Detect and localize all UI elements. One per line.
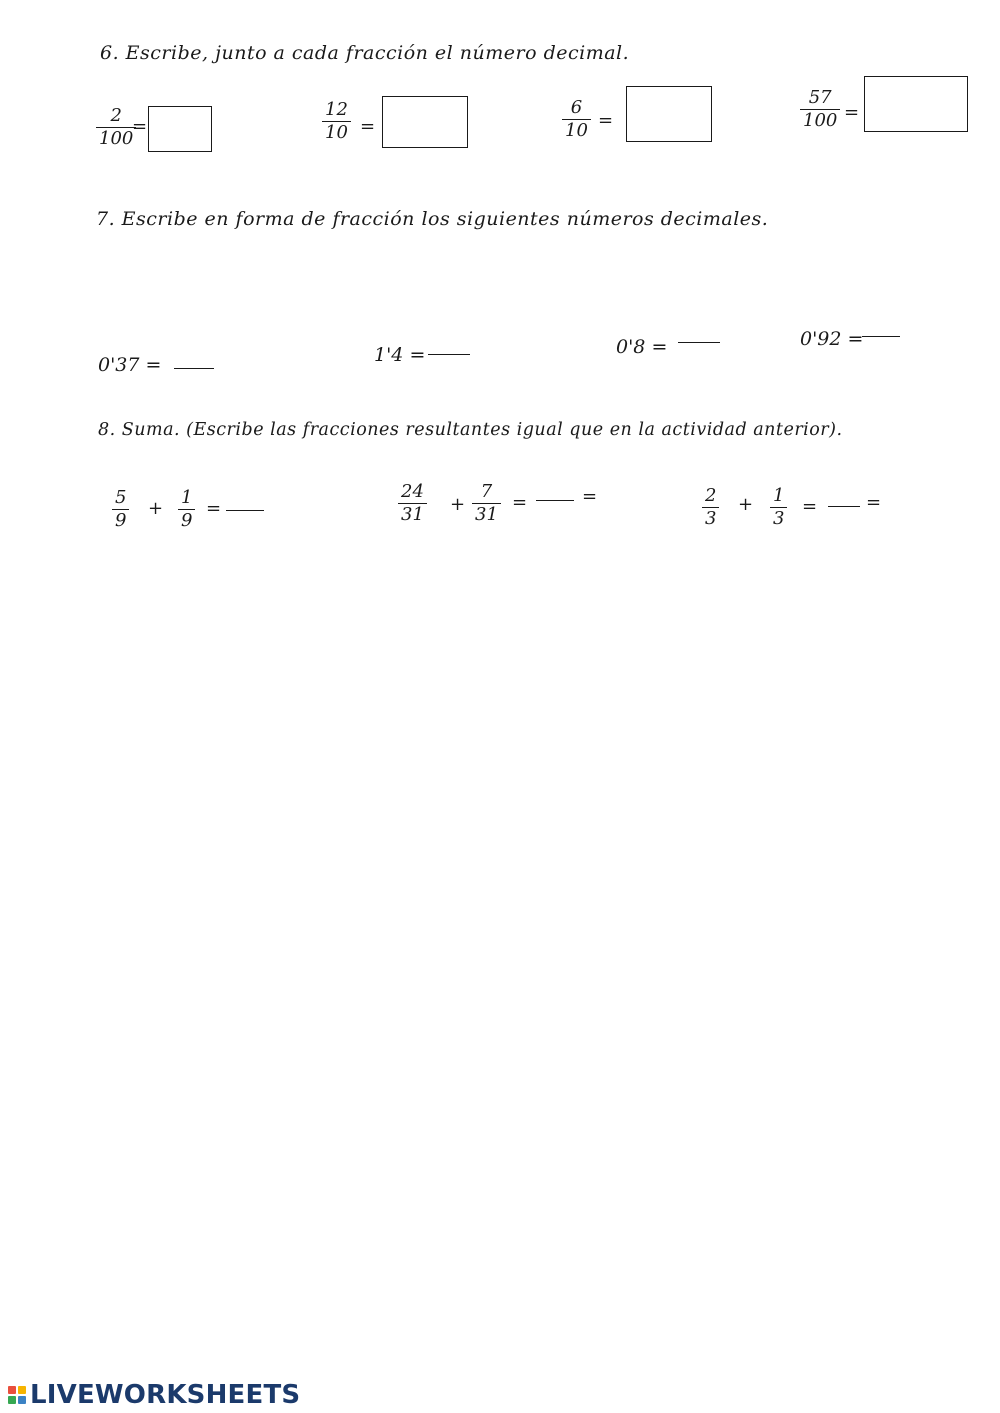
- ex6-fraction-3-numerator: 6: [570, 97, 583, 118]
- logo-square-red: [8, 1386, 16, 1394]
- ex6-fraction-4-numerator: 57: [808, 87, 832, 108]
- ex8-sum-1-b-numerator: 1: [181, 487, 193, 508]
- ex7-answer-line-3[interactable]: [678, 342, 720, 343]
- ex8-sum-2-a-denominator: 31: [401, 504, 424, 525]
- liveworksheets-brand: LIVEWORKSHEETS: [30, 1380, 301, 1410]
- exercise-6-instruction: 6. Escribe, junto a cada fracción el número decimal.: [100, 42, 630, 64]
- ex8-sum-1-a-denominator: 9: [115, 510, 127, 531]
- ex7-decimal-2: 1'4 =: [374, 344, 426, 366]
- ex6-answer-box-2[interactable]: [382, 96, 468, 148]
- ex6-equals-3: =: [598, 110, 614, 131]
- ex8-sum-3-equals-2: =: [866, 492, 882, 513]
- ex6-fraction-1: [96, 106, 136, 149]
- ex8-sum-3-answer-line[interactable]: [828, 506, 860, 507]
- ex7-decimal-3: 0'8 =: [616, 336, 668, 358]
- ex6-answer-box-1[interactable]: [148, 106, 212, 152]
- logo-square-yellow: [18, 1386, 26, 1394]
- ex6-equals-4: =: [844, 102, 860, 123]
- ex8-sum-2-plus: +: [450, 494, 466, 515]
- ex8-sum-2-answer-line[interactable]: [536, 500, 574, 501]
- ex8-sum-1-a-numerator: 5: [115, 487, 127, 508]
- ex7-answer-line-4[interactable]: [862, 336, 900, 337]
- ex6-fraction-2-numerator: 12: [325, 99, 348, 120]
- ex8-sum-3-a-numerator: 2: [705, 485, 717, 506]
- ex7-answer-line-1[interactable]: [174, 368, 214, 369]
- ex6-equals-1: =: [132, 116, 148, 137]
- ex8-sum-2-equals-1: =: [512, 492, 528, 513]
- ex6-fraction-3-denominator: 10: [565, 120, 588, 141]
- ex8-sum-3-equals-1: =: [802, 496, 818, 517]
- ex6-fraction-4-denominator: 100: [803, 110, 838, 131]
- ex8-sum-2-fraction-b: [472, 482, 501, 525]
- ex6-fraction-2-denominator: 10: [325, 122, 348, 143]
- ex7-decimal-4: 0'92 =: [800, 328, 864, 350]
- ex6-fraction-2: [322, 100, 351, 143]
- ex8-sum-2-equals-2: =: [582, 486, 598, 507]
- ex8-sum-1-plus: +: [148, 498, 164, 519]
- ex8-sum-1-fraction-b: [178, 488, 195, 531]
- ex8-sum-3-b-numerator: 1: [773, 485, 785, 506]
- ex7-decimal-1: 0'37 =: [98, 354, 162, 376]
- logo-square-green: [8, 1396, 16, 1404]
- ex6-fraction-3: [562, 98, 591, 141]
- ex8-sum-3-plus: +: [738, 494, 754, 515]
- liveworksheets-logo-icon: [8, 1386, 26, 1404]
- ex8-sum-2-b-numerator: 7: [480, 481, 493, 502]
- ex8-sum-1-answer-line[interactable]: [226, 510, 264, 511]
- ex8-sum-2-b-denominator: 31: [475, 504, 498, 525]
- ex8-sum-3-fraction-a: [702, 486, 719, 529]
- ex8-sum-3-fraction-b: [770, 486, 787, 529]
- logo-square-blue: [18, 1396, 26, 1404]
- ex8-sum-1-equals: =: [206, 498, 222, 519]
- exercise-8-instruction: 8. Suma. (Escribe las fracciones resultantes igual que en la actividad anterior).: [98, 420, 843, 440]
- ex6-fraction-1-denominator: 100: [99, 128, 134, 149]
- ex6-fraction-4: [800, 88, 840, 131]
- ex6-answer-box-4[interactable]: [864, 76, 968, 132]
- ex8-sum-2-fraction-a: [398, 482, 427, 525]
- ex7-answer-line-2[interactable]: [428, 354, 470, 355]
- ex8-sum-1-fraction-a: [112, 488, 129, 531]
- exercise-7-instruction: 7. Escribe en forma de fracción los siguientes números decimales.: [96, 208, 769, 230]
- ex6-answer-box-3[interactable]: [626, 86, 712, 142]
- liveworksheets-footer: [8, 1380, 300, 1410]
- ex6-equals-2: =: [360, 116, 376, 137]
- ex6-fraction-1-numerator: 2: [110, 105, 122, 126]
- ex8-sum-1-b-denominator: 9: [181, 510, 193, 531]
- ex8-sum-3-b-denominator: 3: [773, 508, 785, 529]
- ex8-sum-3-a-denominator: 3: [705, 508, 717, 529]
- ex8-sum-2-a-numerator: 24: [401, 481, 424, 502]
